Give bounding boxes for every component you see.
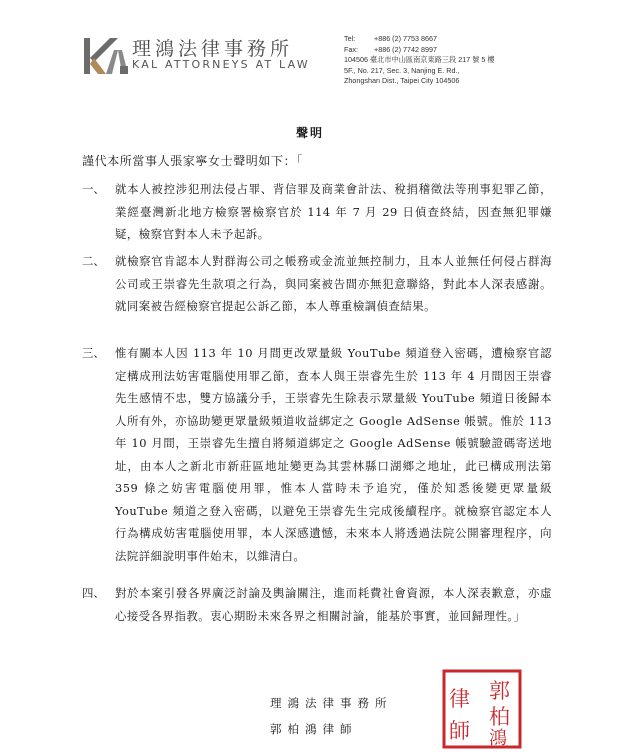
statement-item-3 xyxy=(82,342,552,567)
signature-firm: 理鴻法律事務所 xyxy=(270,696,393,710)
tel-label: Tel: xyxy=(344,34,356,43)
svg-text:鴻: 鴻 xyxy=(489,728,507,749)
item-text: 惟有關本人因 113 年 10 月間更改眾量級 YouTube 頻道登入密碼，遭檢察官認定構成刑法妨害電腦使用罪乙節，查本人與王崇睿先生於 113 年 4 月間因王崇睿先生感情不忠，雙方協議分手，王崇睿先生除表示眾量級 YouTube 頻道日後歸本人所有外，亦協助變更眾量級頻道收益綁定之 Google AdSense 帳號。惟於 113 年 10 月間，王崇睿先生擅自將頻道綁定之 Google AdSense 帳號驗證碼寄送地址，由本人之新北市新莊區地址變更為其雲林縣口湖鄉之地址，此已構成刑法第 359 條之妨害電腦使用罪，惟本人當時未予追究，僅於知悉後變更眾量級 YouTube 頻道之登入密碼，以避免王崇睿先生完成後續程序。就檢察官認定本人行為構成妨害電腦使用罪，本人深感遺憾，未來本人將透過法院公開審理程序，向法院詳細說明事件始末，以維清白。 xyxy=(115,346,552,563)
svg-text:郭: 郭 xyxy=(489,679,510,703)
fax-label: Fax: xyxy=(344,44,358,54)
item-number: 三、 xyxy=(82,346,105,360)
svg-text:師: 師 xyxy=(449,719,470,743)
intro-line: 謹代本所當事人張家寧女士聲明如下：「 xyxy=(82,154,303,168)
item-text: 就檢察官肯認本人對群海公司之帳務或金流並無控制力，且本人並無任何侵占群海公司或王崇睿先生款項之行為，與同案被告間亦無犯意聯絡，對此本人深表感謝。就同案被告經檢察官提起公訴乙節，本人尊重檢調偵查結果。 xyxy=(115,254,552,313)
tel-row xyxy=(344,34,495,45)
item-number: 二、 xyxy=(82,254,105,268)
firm-name-english: KAL ATTORNEYS AT LAW xyxy=(132,58,310,71)
contact-block xyxy=(344,34,495,87)
address-english-line-2: Zhongshan Dist., Taipei City 104506 xyxy=(344,76,460,86)
document-title: 聲明 xyxy=(295,126,324,140)
fax-row xyxy=(344,45,495,56)
item-number: 一、 xyxy=(82,182,105,196)
item-text: 就本人被控涉犯刑法侵占罪、背信罪及商業會計法、稅捐稽徵法等刑事犯罪乙節，業經臺灣新北地方檢察署檢察官於 114 年 7 月 29 日偵查終結，因查無犯罪嫌疑，檢察官對本人未予起訴。 xyxy=(115,182,552,241)
svg-text:柏: 柏 xyxy=(489,705,510,729)
statement-item-1 xyxy=(82,178,552,246)
signature-block xyxy=(270,690,393,742)
tel-number: +886 (2) 7753 8667 xyxy=(374,34,437,43)
statement-item-4 xyxy=(82,582,552,627)
firm-name-chinese: 理鴻法律事務所 xyxy=(132,38,294,60)
signature-lawyer: 郭柏鴻律師 xyxy=(270,722,358,736)
item-text: 對於本案引發各界廣泛討論及輿論關注，進而耗費社會資源，本人深表歉意，亦虛心接受各界指教。衷心期盼未來各界之相關討論，能基於事實，並回歸理性。」 xyxy=(115,586,552,623)
letterhead xyxy=(82,30,602,100)
fax-number: +886 (2) 7742 8997 xyxy=(374,44,437,54)
kal-logo-icon xyxy=(82,36,128,76)
address-english-line-1: 5F., No. 217, Sec. 3, Nanjing E. Rd., xyxy=(344,65,460,75)
address-chinese: 104506 臺北市中山區南京東路三段 217 號 5 樓 xyxy=(344,55,495,65)
lawyer-seal-stamp-icon xyxy=(441,668,523,750)
statement-item-2 xyxy=(82,250,552,318)
item-number: 四、 xyxy=(82,586,105,600)
svg-text:律: 律 xyxy=(449,687,470,711)
